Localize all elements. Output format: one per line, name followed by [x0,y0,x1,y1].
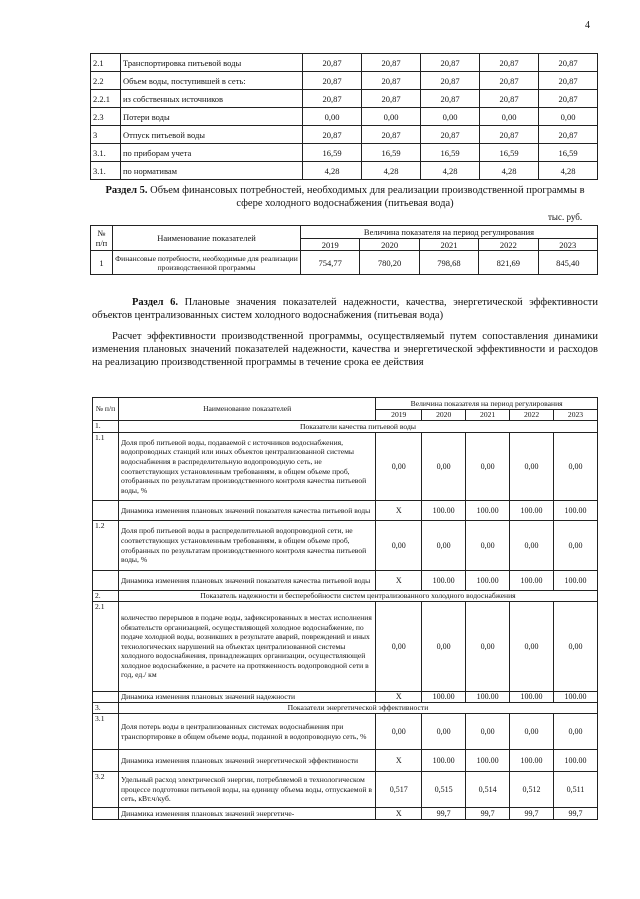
value-cell: 780,20 [360,251,419,275]
row-num [93,571,119,591]
value-cell: 16,59 [539,144,598,162]
row-name: Динамика изменения плановых значений надежности [118,692,375,703]
value-cell: 0,00 [376,602,422,692]
row-num: 3.1. [91,144,121,162]
table-row [93,501,598,521]
section-title: Показатели качества питьевой воды [118,421,597,433]
value-cell: 20,87 [421,72,480,90]
header-period: Величина показателя на период регулирования [301,226,598,239]
row-name: Объем воды, поступившей в сеть: [121,72,303,90]
value-cell: X [376,692,422,703]
row-name: из собственных источников [121,90,303,108]
value-cell: 0,514 [466,772,510,808]
row-num [93,501,119,521]
year-cell: 2020 [422,410,466,421]
value-cell: 0,00 [376,714,422,750]
value-cell: 100.00 [510,501,554,521]
value-cell: 100.00 [554,501,598,521]
value-cell: 4,28 [303,162,362,180]
row-name: Доля проб питьевой воды, подаваемой с источников водоснабжения, водопроводных станций или иных объектов централизованной системы водоснабжения в распределительную водопроводную сеть, не соответствующих установленным требованиям, в общем объеме проб, отобранных по результатам производственного контроля качества питьевой воды, % [118,433,375,501]
table-row [93,772,598,808]
row-num: 1.1 [93,433,119,501]
row-name: Динамика изменения плановых значений энергетической эффективности [118,750,375,772]
value-cell: 4,28 [362,162,421,180]
value-cell: 99,7 [422,808,466,820]
table-row [91,126,598,144]
value-cell: 100.00 [422,750,466,772]
value-cell: 20,87 [362,54,421,72]
value-cell: 20,87 [539,72,598,90]
row-name: по нормативам [121,162,303,180]
value-cell: 0,515 [422,772,466,808]
year-cell: 2020 [360,239,419,251]
value-cell: 0,00 [466,714,510,750]
year-cell: 2021 [419,239,478,251]
value-cell: 100.00 [554,571,598,591]
value-cell: 20,87 [303,72,362,90]
table-row [91,72,598,90]
value-cell: 20,87 [480,126,539,144]
value-cell: 20,87 [421,54,480,72]
value-cell: 20,87 [539,90,598,108]
section-row [93,703,598,714]
value-cell: 0,00 [422,521,466,571]
header-num: № п/п [91,226,113,251]
value-cell: 0,512 [510,772,554,808]
year-cell: 2023 [554,410,598,421]
value-cell: 0,00 [554,521,598,571]
row-num: 2.1 [91,54,121,72]
section6-paragraph: Расчет эффективности производственной программы, осуществляемый путем сопоставления динамики изменения плановых значений показателей надежности, качества и энергетической эффективности и расходов на реализацию производственной программы в течение срока ее действия [92,331,598,368]
header-period: Величина показателя на период регулирования [376,398,598,410]
row-num: 3 [91,126,121,144]
value-cell: 20,87 [362,72,421,90]
value-cell: 100.00 [466,750,510,772]
value-cell: 20,87 [362,126,421,144]
row-num [93,692,119,703]
value-cell: 100.00 [510,750,554,772]
value-cell: 20,87 [480,72,539,90]
header-name: Наименование показателей [113,226,301,251]
value-cell: 0,00 [421,108,480,126]
section-row [93,591,598,602]
value-cell: 20,87 [539,54,598,72]
value-cell: 99,7 [510,808,554,820]
row-name: Динамика изменения плановых значений показателя качества питьевой воды [118,571,375,591]
row-name: Доля проб питьевой воды в распределительной водопроводной сети, не соответствующих установленным требованиям, в общем объеме проб, отобранных по результатам производственного контроля качества питьевой воды, % [118,521,375,571]
value-cell: 100.00 [554,692,598,703]
value-cell: 20,87 [303,90,362,108]
value-cell: 0,00 [554,714,598,750]
value-cell: 0,00 [510,714,554,750]
value-cell: 20,87 [362,90,421,108]
value-cell: 100.00 [422,501,466,521]
value-cell: 100.00 [510,692,554,703]
year-cell: 2021 [466,410,510,421]
row-name: по приборам учета [121,144,303,162]
year-cell: 2019 [301,239,360,251]
value-cell: 16,59 [421,144,480,162]
value-cell: 100.00 [466,692,510,703]
row-num: 1. [93,421,119,433]
value-cell: 100.00 [510,571,554,591]
table-row [93,602,598,692]
value-cell: 20,87 [303,126,362,144]
row-name: Транспортировка питьевой воды [121,54,303,72]
table-row [93,433,598,501]
row-num [93,808,119,820]
row-num: 2.1 [93,602,119,692]
value-cell: 20,87 [480,90,539,108]
value-cell: 0,00 [422,602,466,692]
value-cell: 100.00 [554,750,598,772]
row-num: 2. [93,591,119,602]
row-name: Финансовые потребности, необходимые для реализации производственной программы [113,251,301,275]
value-cell: 0,511 [554,772,598,808]
section-title: Показатель надежности и бесперебойности систем централизованного холодного водоснабжения [118,591,597,602]
value-cell: 20,87 [539,126,598,144]
value-cell: 754,77 [301,251,360,275]
year-cell: 2023 [538,239,598,251]
year-cell: 2019 [376,410,422,421]
table-row [93,808,598,820]
year-cell: 2022 [510,410,554,421]
table-row [91,144,598,162]
value-cell: 0,00 [510,602,554,692]
row-name: Динамика изменения плановых значений энергетиче- [118,808,375,820]
row-name: количество перерывов в подаче воды, зафиксированных в местах исполнения обязательств организацией, осуществляющей холодное водоснабжение, по подаче холодной воды, возникших в результате аварий, повреждений и иных технологических нарушений на объектах централизованной системы холодного водоснабжения, принадлежащих организации, осуществляющей холодное водоснабжение, в расчете на протяженность водопроводной сети в год, ед./ км [118,602,375,692]
value-cell: 0,00 [554,602,598,692]
value-cell: 100.00 [466,571,510,591]
row-num: 3.1 [93,714,119,750]
table-row [93,692,598,703]
row-name: Отпуск питьевой воды [121,126,303,144]
year-cell: 2022 [479,239,538,251]
value-cell: 16,59 [303,144,362,162]
row-num: 3. [93,703,119,714]
value-cell: 0,00 [422,433,466,501]
row-num [93,750,119,772]
section5-heading: Раздел 5. Объем финансовых потребностей, необходимых для реализации производственной программы в сфере холодного водоснабжения (питьевая вода) [105,185,585,209]
value-cell: 20,87 [480,54,539,72]
row-num: 2.2.1 [91,90,121,108]
table-row [91,90,598,108]
value-cell: 0,00 [466,602,510,692]
section-row [93,421,598,433]
value-cell: 845,40 [538,251,598,275]
row-num: 2.2 [91,72,121,90]
value-cell: 0,00 [554,433,598,501]
value-cell: 20,87 [421,126,480,144]
table-volumes [90,53,598,180]
units-label: тыс. руб. [548,212,583,222]
table-row [91,108,598,126]
value-cell: 0,00 [539,108,598,126]
value-cell: X [376,808,422,820]
section-title: Показатели энергетической эффективности [118,703,597,714]
value-cell: 16,59 [480,144,539,162]
value-cell: 100.00 [466,501,510,521]
row-name: Удельный расход электрической энергии, потребляемой в технологическом процессе подготовки питьевой воды, на единицу объема воды, отпускаемой в сеть, кВт.ч/куб. [118,772,375,808]
value-cell: 0,00 [510,433,554,501]
value-cell: 16,59 [362,144,421,162]
table-financial [90,225,598,275]
table-row [93,571,598,591]
value-cell: 0,00 [510,521,554,571]
value-cell: X [376,571,422,591]
value-cell: 0,517 [376,772,422,808]
value-cell: 4,28 [539,162,598,180]
value-cell: 0,00 [376,521,422,571]
row-name: Динамика изменения плановых значений показателя качества питьевой воды [118,501,375,521]
row-num: 2.3 [91,108,121,126]
value-cell: 99,7 [466,808,510,820]
value-cell: X [376,501,422,521]
value-cell: 100.00 [422,692,466,703]
value-cell: X [376,750,422,772]
value-cell: 4,28 [480,162,539,180]
table-row [93,521,598,571]
value-cell: 0,00 [466,433,510,501]
value-cell: 99,7 [554,808,598,820]
value-cell: 0,00 [480,108,539,126]
value-cell: 798,68 [419,251,478,275]
value-cell: 4,28 [421,162,480,180]
value-cell: 821,69 [479,251,538,275]
row-num: 1.2 [93,521,119,571]
row-name: Доля потерь воды в централизованных системах водоснабжения при транспортировке в общем объеме воды, поданной в водопроводную сеть, % [118,714,375,750]
value-cell: 0,00 [466,521,510,571]
header-name: Наименование показателей [118,398,375,421]
row-name: Потери воды [121,108,303,126]
value-cell: 20,87 [303,54,362,72]
row-num: 1 [91,251,113,275]
table-indicators [92,397,598,820]
value-cell: 0,00 [303,108,362,126]
value-cell: 0,00 [362,108,421,126]
header-num: № п/п [93,398,119,421]
row-num: 3.1. [91,162,121,180]
value-cell: 0,00 [376,433,422,501]
row-num: 3.2 [93,772,119,808]
section6-heading: Раздел 6. Плановые значения показателей надежности, качества, энергетической эффективности объектов централизованных систем холодного водоснабжения (питьевая вода) [92,297,599,321]
page-number: 4 [585,20,590,31]
table-row [91,162,598,180]
value-cell: 20,87 [421,90,480,108]
table-row [93,750,598,772]
table-row [91,54,598,72]
table-row [93,714,598,750]
value-cell: 0,00 [422,714,466,750]
value-cell: 100.00 [422,571,466,591]
